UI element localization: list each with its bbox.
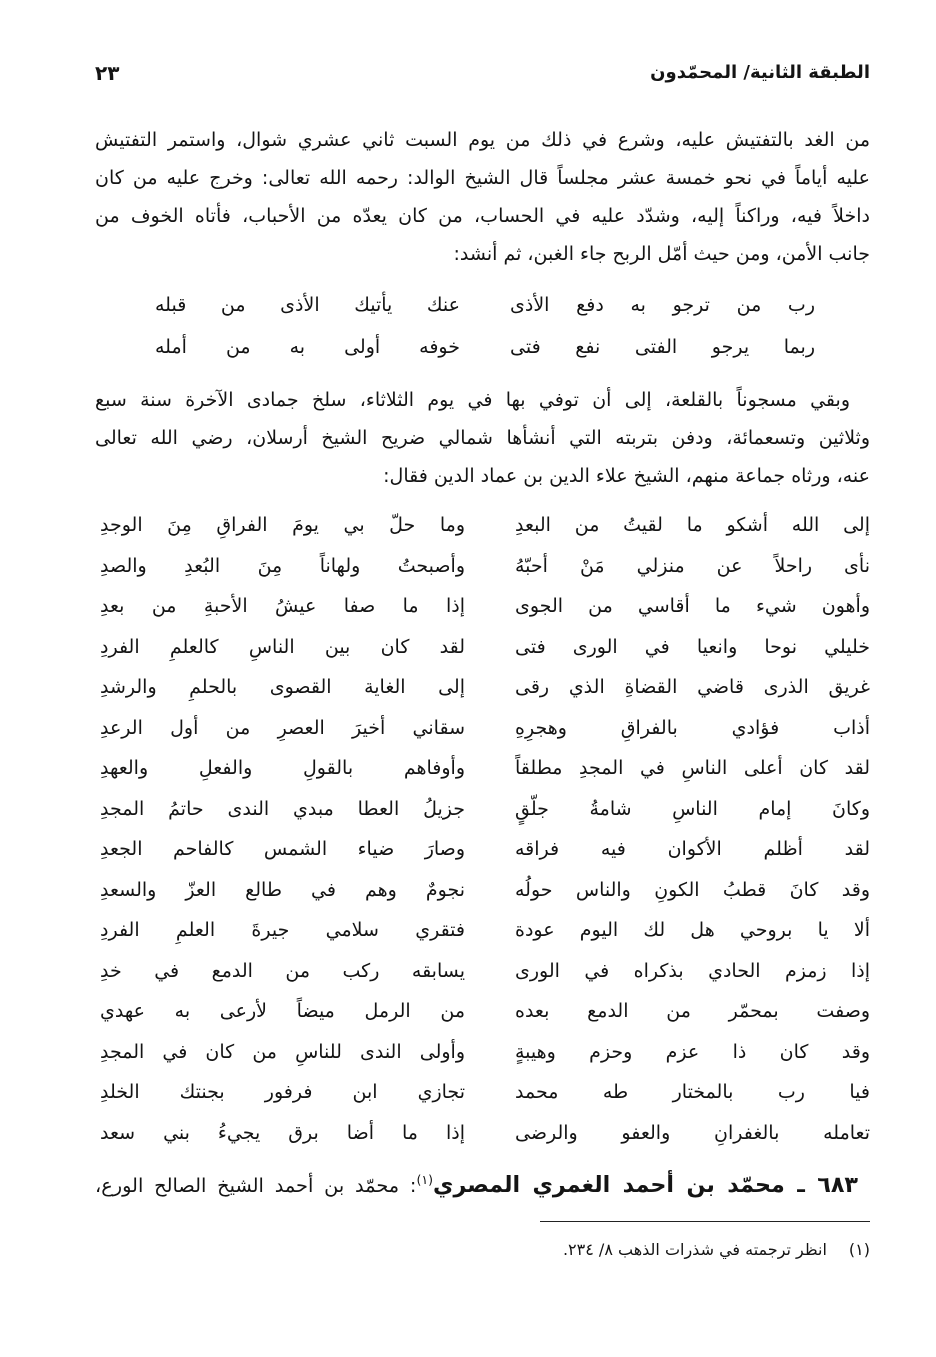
hemistich-first: تعامله بالغفرانِ والعفو والرضى bbox=[515, 1121, 870, 1144]
page-number: ٢٣ bbox=[95, 61, 120, 85]
verse bbox=[100, 708, 870, 749]
hemistich-second: إذا ما أضا برق يجيءُ بني سعد bbox=[100, 1121, 465, 1144]
paragraph-line: وبقي مسجوناً بالقلعة، إلى أن توفي بها في يوم الثلاثاء، سلخ جمادى الآخرة سنة سبع bbox=[95, 389, 850, 411]
hemistich-second: وصارَ ضياء الشمس كالفاحم الجعدِ bbox=[100, 838, 465, 860]
hemistich-second: وأصبحتُ ولهاناً مِنَ البُعدِ والصدِ bbox=[100, 554, 465, 577]
hemistich-first: وأهون شيء ما أقاسي من الجوى bbox=[515, 595, 870, 617]
verse bbox=[155, 326, 815, 368]
hemistich-first: لقد أظلم الأكوان فيه فراقه bbox=[515, 838, 870, 860]
hemistich-second: جزيلُ العطا مبدي الندى حاتمُ المجدِ bbox=[100, 797, 465, 820]
hemistich-first: لقد كان أعلى الناسِ في المجدِ مطلقاً bbox=[515, 757, 870, 779]
hemistich-first: إذا زمزم الحادي بذكراه في الورى bbox=[515, 959, 870, 982]
hemistich-second: وما حلّ بي يومَ الفراقِ مِنَ الوجدِ bbox=[100, 514, 465, 536]
hemistich-second: إذا ما صفا عيشُ الأحبةِ من بعدِ bbox=[100, 595, 465, 617]
hemistich-first: وقد كان ذا عزم وحزم وهيبةٍ bbox=[515, 1040, 870, 1063]
verse bbox=[100, 951, 870, 992]
section-title: الطبقة الثانية/ المحمّدون bbox=[650, 62, 870, 83]
hemistich-second: لقد كان بين الناسِ كالعلمِ الفردِ bbox=[100, 635, 465, 658]
hemistich-first: وصفت بمحمّر من الدمع بعده bbox=[515, 1000, 870, 1022]
hemistich-second: من الرمل ميضاً لأرعى به عهدي bbox=[100, 1000, 465, 1022]
verse bbox=[100, 1072, 870, 1113]
biography-entry bbox=[95, 1165, 870, 1205]
entry-text: : محمّد بن أحمد الشيخ الصالح الورع، bbox=[95, 1174, 417, 1197]
footnote-reference: (١) bbox=[416, 1172, 434, 1187]
verse bbox=[155, 284, 815, 326]
hemistich-first: نأى راحلاً عن منزلي مَنْ أحبّهُ bbox=[515, 554, 870, 577]
verse bbox=[100, 991, 870, 1032]
paragraph bbox=[95, 381, 870, 495]
hemistich-second: عنك يأتيك الأذى من قبله bbox=[155, 294, 460, 316]
verse bbox=[100, 1032, 870, 1073]
footnote-marker: (١) bbox=[848, 1240, 870, 1259]
verse bbox=[100, 546, 870, 587]
verse bbox=[100, 870, 870, 911]
running-header bbox=[95, 56, 870, 90]
hemistich-first: ألا يا بروحي هل لك اليوم عودة bbox=[515, 919, 870, 941]
verse bbox=[100, 667, 870, 708]
hemistich-first: وكانَ إمام الناسِ شامةُ جلّقٍ bbox=[515, 797, 870, 820]
verse bbox=[100, 748, 870, 789]
hemistich-second: إلى الغاية القصوى بالحلمِ والرشدِ bbox=[100, 676, 465, 698]
footnote-divider bbox=[540, 1221, 870, 1222]
hemistich-first: إلى الله أشكو ما لقيتُ من البعدِ bbox=[515, 514, 870, 536]
hemistich-first: فيا رب بالمختار طه محمد bbox=[515, 1081, 870, 1103]
verse bbox=[100, 910, 870, 951]
hemistich-second: وأولى الندى للناسِ من كان في المجدِ bbox=[100, 1040, 465, 1063]
verse bbox=[100, 586, 870, 627]
paragraph-line: جانب الأمن، ومن حيث أمّل الربح جاء الغبن، ثم أنشد: bbox=[453, 243, 870, 265]
footnote-text: انظر ترجمته في شذرات الذهب ٨/ ٢٣٤. bbox=[562, 1240, 827, 1259]
hemistich-second: نجومٌ وهم في طالع العزّ والسعدِ bbox=[100, 878, 465, 901]
hemistich-second: يسابقه ركب من الدمع في خدِ bbox=[100, 959, 465, 982]
footnote bbox=[95, 1236, 870, 1264]
verse bbox=[100, 627, 870, 668]
hemistich-first: غريق الذرى قاضي القضاةِ الذي رقى bbox=[515, 676, 870, 698]
hemistich-first: ربما يرجو الفتى نفع فتى bbox=[510, 336, 815, 358]
hemistich-second: فتقري سلامي جيرةَ العلمِ الفردِ bbox=[100, 919, 465, 941]
hemistich-first: أذاب فؤادي بالفراقِ وهجرِهِ bbox=[515, 716, 870, 739]
verse bbox=[100, 1113, 870, 1154]
verse bbox=[100, 789, 870, 830]
hemistich-first: رب من ترجو به دفع الأذى bbox=[510, 294, 815, 316]
hemistich-first: وقد كانَ قطبُ الكونِ والناس حولُه bbox=[515, 878, 870, 901]
paragraph-line: وثلاثين وتسعمائة، ودفن بتربته التي أنشأها شمالي ضريح الشيخ أرسلان، رضي الله تعالى bbox=[95, 427, 870, 449]
hemistich-second: وأوفاهم بالقولِ والفعلِ والعهدِ bbox=[100, 757, 465, 779]
paragraph bbox=[95, 121, 870, 273]
hemistich-second: خوفه أولى به من أمله bbox=[155, 336, 460, 358]
poem bbox=[155, 284, 815, 368]
verse bbox=[100, 829, 870, 870]
paragraph-line: عليه أياماً في نحو خمسة عشر مجلساً قال الشيخ الوالد: رحمه الله تعالى: وخرج عليه من كان bbox=[95, 167, 870, 189]
paragraph-line: عنه، ورثاه جماعة منهم، الشيخ علاء الدين بن عماد الدين فقال: bbox=[383, 465, 870, 487]
paragraph-line: داخلاً فيه، وراكناً إليه، وشدّد عليه في الحساب، من كان يعدّه من الأحباب، فأتاه الخوف من bbox=[95, 205, 870, 227]
hemistich-second: سقاني أخيرَ العصرِ من أول الرعدِ bbox=[100, 716, 465, 739]
hemistich-second: تجازي ابن فرفور بجنتك الخلدِ bbox=[100, 1081, 465, 1103]
paragraph-line: من الغد بالتفتيش عليه، وشرع في ذلك من يوم السبت ثاني عشري شوال، واستمر التفتيش bbox=[95, 129, 870, 151]
hemistich-first: خليلي نوحا وانعيا في الورى فتى bbox=[515, 635, 870, 658]
elegy-poem bbox=[100, 505, 870, 1153]
verse bbox=[100, 505, 870, 546]
entry-heading: ٦٨٣ ـ محمّد بن أحمد الغمري المصري bbox=[433, 1172, 858, 1198]
